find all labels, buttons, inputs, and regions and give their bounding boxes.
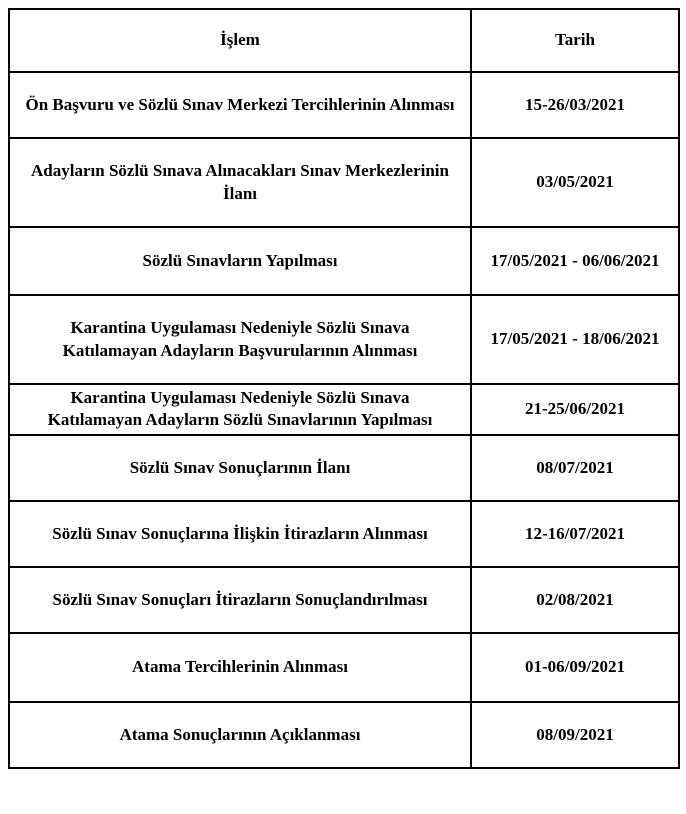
- islem-cell: Sözlü Sınav Sonuçları İtirazların Sonuçlandırılması: [9, 567, 471, 633]
- table-header-row: [9, 9, 679, 72]
- islem-cell: Sözlü Sınavların Yapılması: [9, 227, 471, 295]
- column-header-tarih: Tarih: [471, 9, 679, 72]
- islem-cell: Atama Tercihlerinin Alınması: [9, 633, 471, 702]
- islem-cell: Karantina Uygulaması Nedeniyle Sözlü Sınava Katılamayan Adayların Başvurularının Alınması: [9, 295, 471, 384]
- islem-cell: Ön Başvuru ve Sözlü Sınav Merkezi Tercihlerinin Alınması: [9, 72, 471, 138]
- islem-cell: Adayların Sözlü Sınava Alınacakları Sınav Merkezlerinin İlanı: [9, 138, 471, 227]
- tarih-cell: 15-26/03/2021: [471, 72, 679, 138]
- table-row: [9, 501, 679, 567]
- islem-cell: Sözlü Sınav Sonuçlarının İlanı: [9, 435, 471, 501]
- table-row: [9, 72, 679, 138]
- tarih-cell: 08/09/2021: [471, 702, 679, 768]
- table-row: [9, 567, 679, 633]
- islem-cell: Atama Sonuçlarının Açıklanması: [9, 702, 471, 768]
- table-row: [9, 435, 679, 501]
- tarih-cell: 01-06/09/2021: [471, 633, 679, 702]
- islem-cell: Sözlü Sınav Sonuçlarına İlişkin İtirazların Alınması: [9, 501, 471, 567]
- tarih-cell: 08/07/2021: [471, 435, 679, 501]
- column-header-islem: İşlem: [9, 9, 471, 72]
- table-row: [9, 384, 679, 435]
- tarih-cell: 12-16/07/2021: [471, 501, 679, 567]
- table-row: [9, 227, 679, 295]
- tarih-cell: 17/05/2021 - 06/06/2021: [471, 227, 679, 295]
- schedule-table: [8, 8, 680, 769]
- table-row: [9, 138, 679, 227]
- table-row: [9, 295, 679, 384]
- tarih-cell: 03/05/2021: [471, 138, 679, 227]
- table-row: [9, 633, 679, 702]
- islem-cell: Karantina Uygulaması Nedeniyle Sözlü Sınava Katılamayan Adayların Sözlü Sınavlarının Yapılması: [9, 384, 471, 435]
- tarih-cell: 21-25/06/2021: [471, 384, 679, 435]
- table-row: [9, 702, 679, 768]
- tarih-cell: 17/05/2021 - 18/06/2021: [471, 295, 679, 384]
- tarih-cell: 02/08/2021: [471, 567, 679, 633]
